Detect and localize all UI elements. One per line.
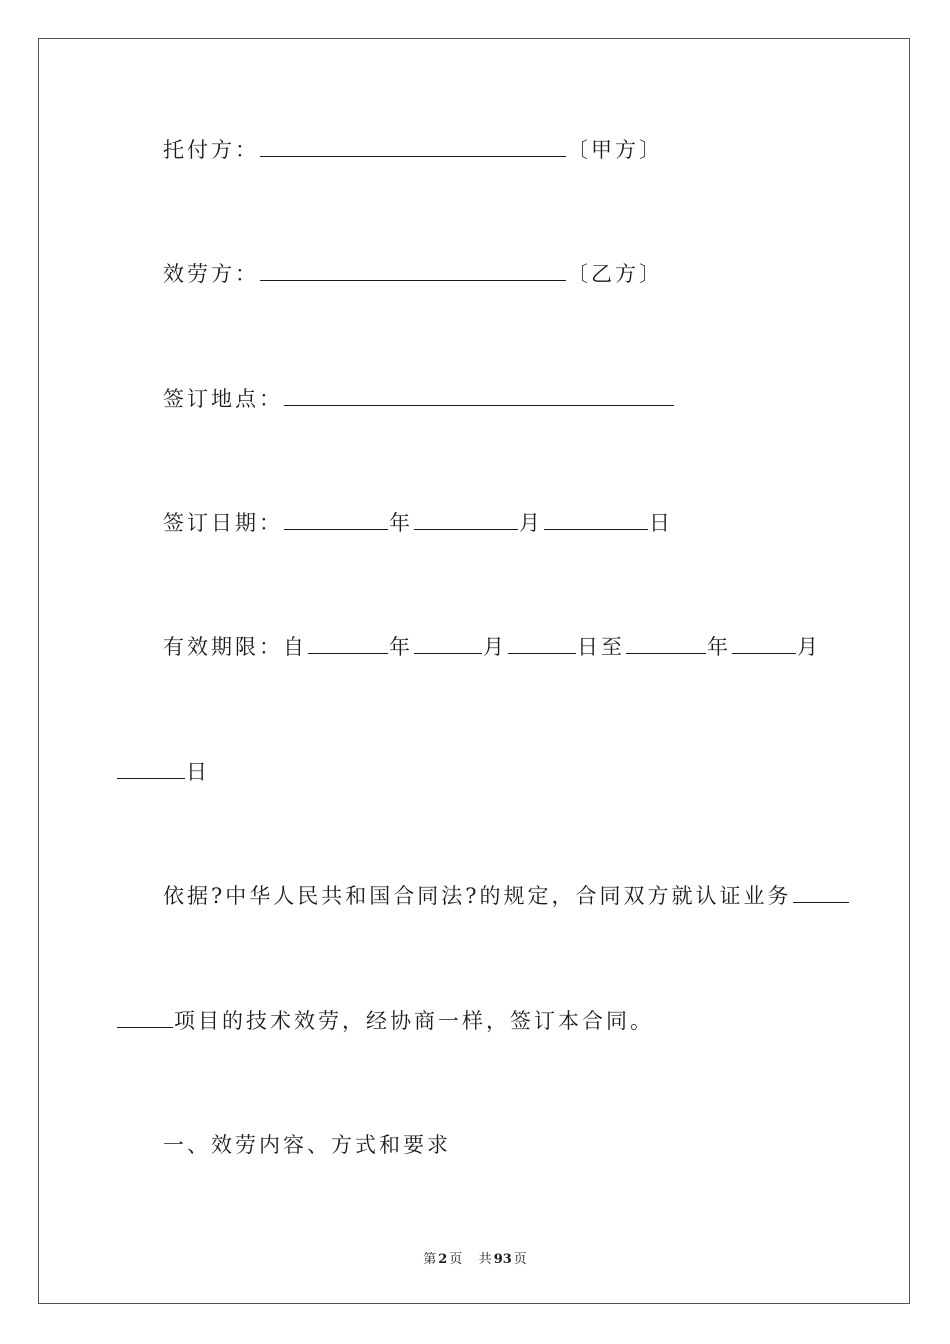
basis-text-2: 项目的技术效劳，经协商一样，签订本合同。 bbox=[174, 1009, 654, 1033]
signing-date-line bbox=[163, 509, 673, 537]
signing-place-label: 签订地点： bbox=[163, 387, 283, 411]
provider-line bbox=[163, 260, 663, 288]
footer-page-prefix: 第 bbox=[423, 1252, 437, 1267]
validity-end-month-unit: 月 bbox=[797, 635, 821, 659]
signing-place-blank[interactable] bbox=[284, 385, 674, 406]
footer-total-prefix: 共 bbox=[478, 1252, 492, 1267]
validity-end-day-blank[interactable] bbox=[117, 758, 185, 779]
validity-start-month-blank[interactable] bbox=[414, 633, 482, 654]
client-name-blank[interactable] bbox=[260, 136, 566, 157]
validity-start-month-unit: 月 bbox=[483, 635, 507, 659]
validity-start-year-unit: 年 bbox=[389, 635, 413, 659]
signing-day-unit: 日 bbox=[649, 511, 673, 535]
validity-to-label: 日至 bbox=[577, 635, 625, 659]
validity-line bbox=[163, 633, 821, 661]
certification-business-blank-2[interactable] bbox=[117, 1007, 173, 1028]
signing-month-blank[interactable] bbox=[414, 509, 518, 530]
footer-page-unit: 页 bbox=[449, 1252, 463, 1267]
footer-total-pages: 93 bbox=[493, 1252, 512, 1267]
certification-business-blank-1[interactable] bbox=[793, 882, 849, 903]
validity-line-continued bbox=[116, 758, 210, 786]
basis-text-1: 依据?中华人民共和国合同法?的规定，合同双方就认证业务 bbox=[163, 884, 792, 908]
client-label: 托付方： bbox=[163, 138, 259, 162]
signing-month-unit: 月 bbox=[519, 511, 543, 535]
provider-label: 效劳方： bbox=[163, 262, 259, 286]
validity-end-year-blank[interactable] bbox=[626, 633, 706, 654]
footer-total-unit: 页 bbox=[513, 1252, 527, 1267]
page-footer bbox=[0, 1248, 950, 1267]
basis-paragraph-line1 bbox=[163, 882, 850, 910]
validity-start-year-blank[interactable] bbox=[308, 633, 388, 654]
basis-paragraph-line2 bbox=[116, 1007, 654, 1035]
validity-end-year-unit: 年 bbox=[707, 635, 731, 659]
section-1-heading bbox=[163, 1131, 451, 1159]
signing-year-unit: 年 bbox=[389, 511, 413, 535]
signing-place-line bbox=[163, 385, 675, 413]
page-border bbox=[38, 38, 910, 1304]
signing-date-label: 签订日期： bbox=[163, 511, 283, 535]
provider-suffix: 〔乙方〕 bbox=[567, 262, 663, 286]
signing-year-blank[interactable] bbox=[284, 509, 388, 530]
client-suffix: 〔甲方〕 bbox=[567, 138, 663, 162]
section-1-title: 一、效劳内容、方式和要求 bbox=[163, 1133, 451, 1157]
footer-page-number: 2 bbox=[438, 1252, 448, 1267]
client-line bbox=[163, 136, 663, 164]
signing-day-blank[interactable] bbox=[544, 509, 648, 530]
validity-end-day-unit: 日 bbox=[186, 760, 210, 784]
validity-label: 有效期限：自 bbox=[163, 635, 307, 659]
provider-name-blank[interactable] bbox=[260, 260, 566, 281]
validity-start-day-blank[interactable] bbox=[508, 633, 576, 654]
validity-end-month-blank[interactable] bbox=[732, 633, 796, 654]
